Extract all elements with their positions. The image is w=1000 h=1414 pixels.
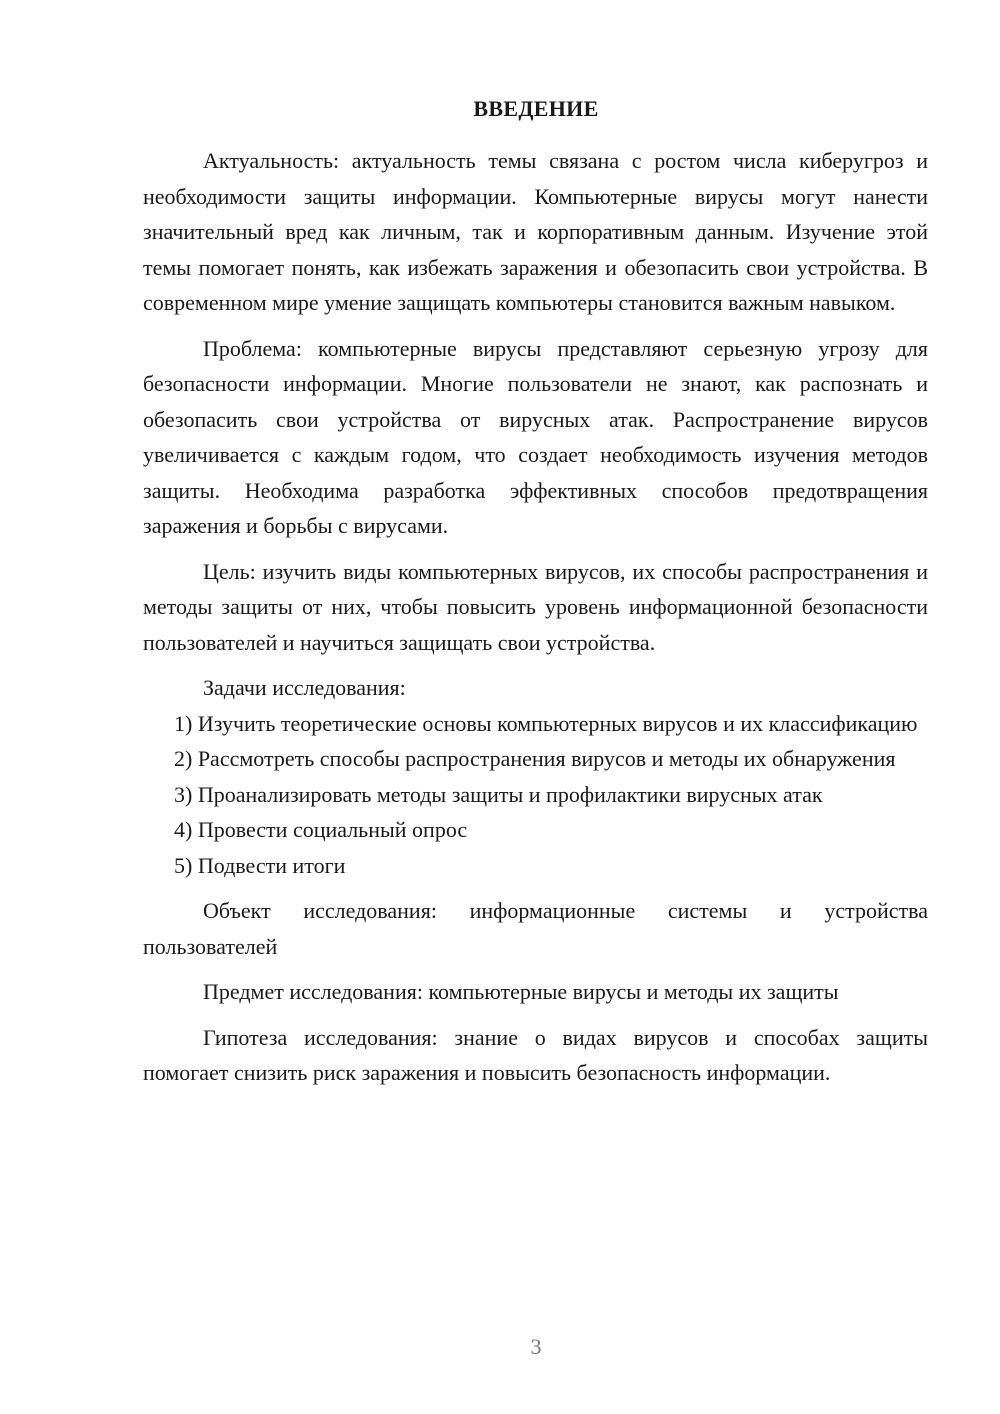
- task-item-2: 2) Рассмотреть способы распространения вирусов и методы их обнаружения: [174, 746, 896, 771]
- task-item-1: 1) Изучить теоретические основы компьютерных вирусов и их классификацию: [174, 710, 918, 736]
- paragraph-goal: Цель: изучить виды компьютерных вирусов, их способы распространения и методы защиты от них, чтобы повысить уровень информационной безопасности пользователей и научиться защищать свои устройства.: [143, 558, 928, 655]
- task-item-5: 5) Подвести итоги: [174, 852, 346, 878]
- paragraph-relevance: Актуальность: актуальность темы связана с ростом числа киберугроз и необходимости защиты информации. Компьютерные вирусы могут нанести значительный вред как личным, так и корпоративным данным. Изучение этой темы помогает понять, как избежать заражения и обезопасить свои устройства. В современном мире умение защищать компьютеры становится важным навыком.: [143, 148, 928, 315]
- paragraph-problem: Проблема: компьютерные вирусы представляют серьезную угрозу для безопасности информации. Многие пользователи не знают, как распознать и обезопасить свои устройства от вирусных атак. Распространение вирусов увеличивается с каждым годом, что создает необходимость изучения методов защиты. Необходима разработка эффективных способов предотвращения заражения и борьбы с вирусами.: [143, 335, 928, 538]
- task-item-3: 3) Проанализировать методы защиты и профилактики вирусных атак: [174, 781, 823, 807]
- document-body: [143, 143, 928, 1091]
- paragraph-hypothesis: Гипотеза исследования: знание о видах вирусов и способах защиты помогает снизить риск заражения и повысить безопасность информации.: [143, 1024, 928, 1085]
- page-title: ВВЕДЕНИЕ: [473, 96, 599, 121]
- tasks-heading: Задачи исследования:: [203, 675, 406, 700]
- page-number: 3: [530, 1334, 542, 1359]
- task-item-4: 4) Провести социальный опрос: [174, 817, 468, 842]
- paragraph-object: Объект исследования: информационные системы и устройства пользователей: [143, 898, 928, 959]
- paragraph-subject: Предмет исследования: компьютерные вирусы и методы их защиты: [203, 979, 839, 1004]
